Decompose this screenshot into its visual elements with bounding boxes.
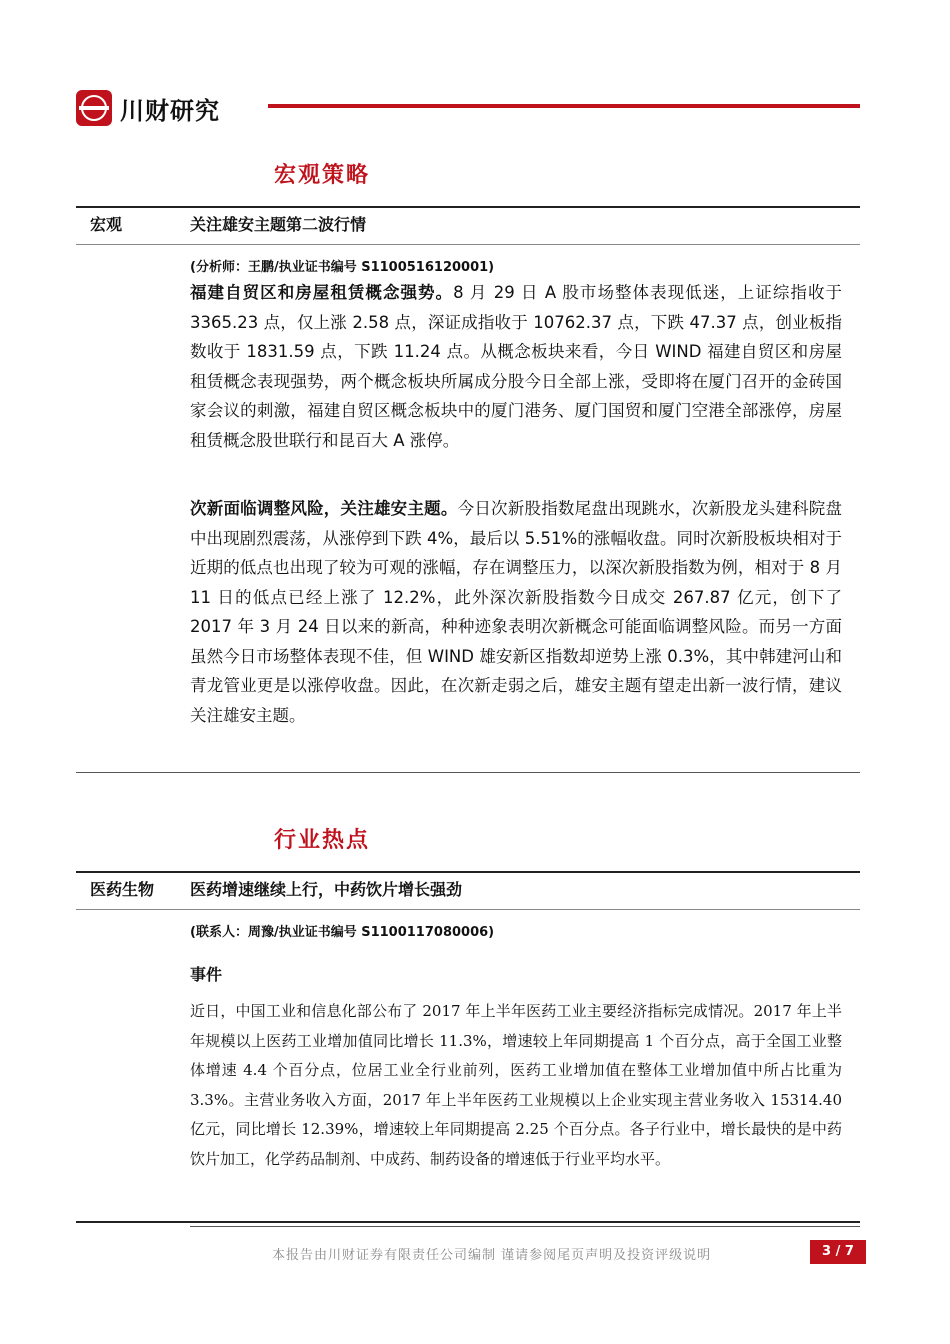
event-label: 事件	[190, 965, 223, 984]
section-top-rule	[76, 871, 860, 873]
paragraph-body: 今日次新股指数尾盘出现跳水，次新股龙头建科院盘中出现剧烈震荡，从涨停到下跌 4%，最后以 5.51%的涨幅收盘。同时次新股板块相对于近期的低点也出现了较为可观的涨幅，存在调整压力，以深次新股指数为例，相对于 8 月 11 日的低点已经上涨了 12.2%，此外深次新股指数今日成交 267.87 亿元，创下了 2017 年 3 月 24 日以来的新高，种种迹象表明次新概念可能面临调整风险。而另一方面虽然今日市场整体表现不佳，但 WIND 雄安新区指数却逆势上涨 0.3%，其中韩建河山和青龙管业更是以涨停收盘。因此，在次新走弱之后，雄安主题有望走出新一波行情，建议关注雄安主题。	[190, 499, 843, 725]
row-divider	[76, 909, 860, 910]
section-title-industry: 行业热点	[274, 828, 371, 853]
section-bottom-rule	[76, 772, 860, 773]
paragraph-fujian	[190, 278, 842, 455]
paragraph-lead: 次新面临调整风险，关注雄安主题。	[190, 499, 458, 518]
paragraph-subnew	[190, 494, 842, 730]
article-headline: 关注雄安主题第二波行情	[190, 215, 367, 234]
section-top-rule	[76, 206, 860, 208]
footer-disclaimer: 本报告由川财证券有限责任公司编制 谨请参阅尾页声明及投资评级说明	[272, 1248, 712, 1263]
analyst-credit: (分析师：王鹏/执业证书编号 S1100516120001)	[190, 260, 495, 275]
row-divider	[76, 244, 860, 245]
category-label: 宏观	[90, 215, 123, 234]
brand-logo	[76, 90, 220, 126]
article-headline: 医药增速继续上行，中药饮片增长强劲	[190, 880, 463, 899]
header-rule	[268, 104, 860, 108]
paragraph-body: 8 月 29 日 A 股市场整体表现低迷，上证综指收于 3365.23 点，仅上涨 2.58 点，深证成指收于 10762.37 点，下跌 47.37 点，创业板指数收于 1831.59 点，下跌 11.24 点。从概念板块来看，今日 WIND 福建自贸区和房屋租赁概念表现强势，两个概念板块所属成分股今日全部上涨，受即将在厦门召开的金砖国家会议的刺激，福建自贸区概念板块中的厦门港务、厦门国贸和厦门空港全部涨停，房屋租赁概念股世联行和昆百大 A 涨停。	[190, 283, 842, 450]
brand-name: 川财研究	[120, 96, 220, 125]
footer-rule	[76, 1221, 860, 1223]
paragraph-lead: 福建自贸区和房屋租赁概念强势。	[190, 283, 454, 302]
section-title-macro: 宏观策略	[274, 163, 371, 188]
contact-credit: (联系人：周豫/执业证书编号 S1100117080006)	[190, 925, 495, 940]
page-number: 3 / 7	[810, 1240, 866, 1264]
event-paragraph: 近日，中国工业和信息化部公布了 2017 年上半年医药工业主要经济指标完成情况。2017 年上半年规模以上医药工业增加值同比增长 11.3%，增速较上年同期提高 1 个百分点，高于全国工业整体增速 4.4 个百分点，位居工业全行业前列，医药工业增加值在整体工业增加值中所占比重为 3.3%。主营业务收入方面，2017 年上半年医药工业规模以上企业实现主营业务收入 15314.40 亿元，同比增长 12.39%，增速较上年同期提高 2.25 个百分点。各子行业中，增长最快的是中药饮片加工，化学药品制剂、中成药、制药设备的增速低于行业平均水平。	[190, 1002, 842, 1168]
brand-logo-icon	[76, 90, 112, 126]
category-label: 医药生物	[90, 880, 155, 899]
footer-rule-thin	[190, 1226, 860, 1227]
